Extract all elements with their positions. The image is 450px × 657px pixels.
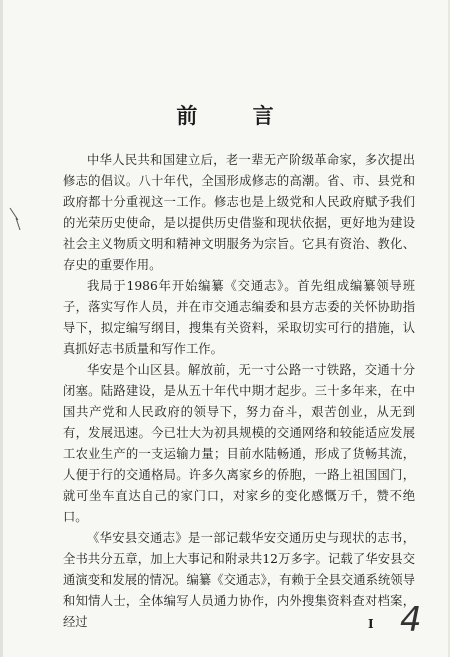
page-marker: I	[368, 617, 374, 631]
margin-pen-mark-icon	[8, 206, 22, 232]
page-title: 前 言	[176, 104, 298, 128]
body-text	[63, 150, 415, 633]
paragraph-3: 华安是个山区县。解放前，无一寸公路一寸铁路，交通十分闭塞。陆路建设，是从五十年代中期才起步。三十多年来，在中国共产党和人民政府的领导下，努力奋斗，艰苦创业，从无到有，发展迅速。今已壮大为初具规模的交通网络和较能适应发展工农业生产的一支运输力量；目前水陆畅通，形成了货畅其流，人便于行的交通格局。许多久离家乡的侨胞，一路上祖国国门，就可坐车直达自己的家门口，对家乡的变化感慨万千，赞不绝口。	[63, 363, 415, 524]
paragraph-4: 《华安县交通志》是一部记载华安交通历史与现状的志书，全书共分五章，加上大事记和附录共12万多字。记载了华安县交通演变和发展的情况。编纂《交通志》，有赖于全县交通系统领导和知情人士，全体编写人员通力协作，内外搜集资料查对档案，经过	[63, 531, 415, 629]
scan-edge-left	[0, 0, 3, 657]
paragraph-2: 我局于1986年开始编纂《交通志》。首先组成编纂领导班子，落实写作人员，并在市交通志编委和县方志委的关怀协助指导下，拟定编写纲目，搜集有关资料，采取切实可行的措施，认真抓好志书质量和写作工作。	[63, 279, 415, 356]
handwritten-page-number: 4	[400, 600, 422, 640]
paragraph-1: 中华人民共和国建立后，老一辈无产阶级革命家，多次提出修志的倡议。八十年代，全国形成修志的高潮。省、市、县党和政府都十分重视这一工作。修志也是上级党和人民政府赋予我们的光荣历史使命，是以提供历史借鉴和现状依据，更好地为建设社会主义物质文明和精神文明服务为宗旨。它具有资治、教化、存史的重要作用。	[63, 153, 415, 272]
